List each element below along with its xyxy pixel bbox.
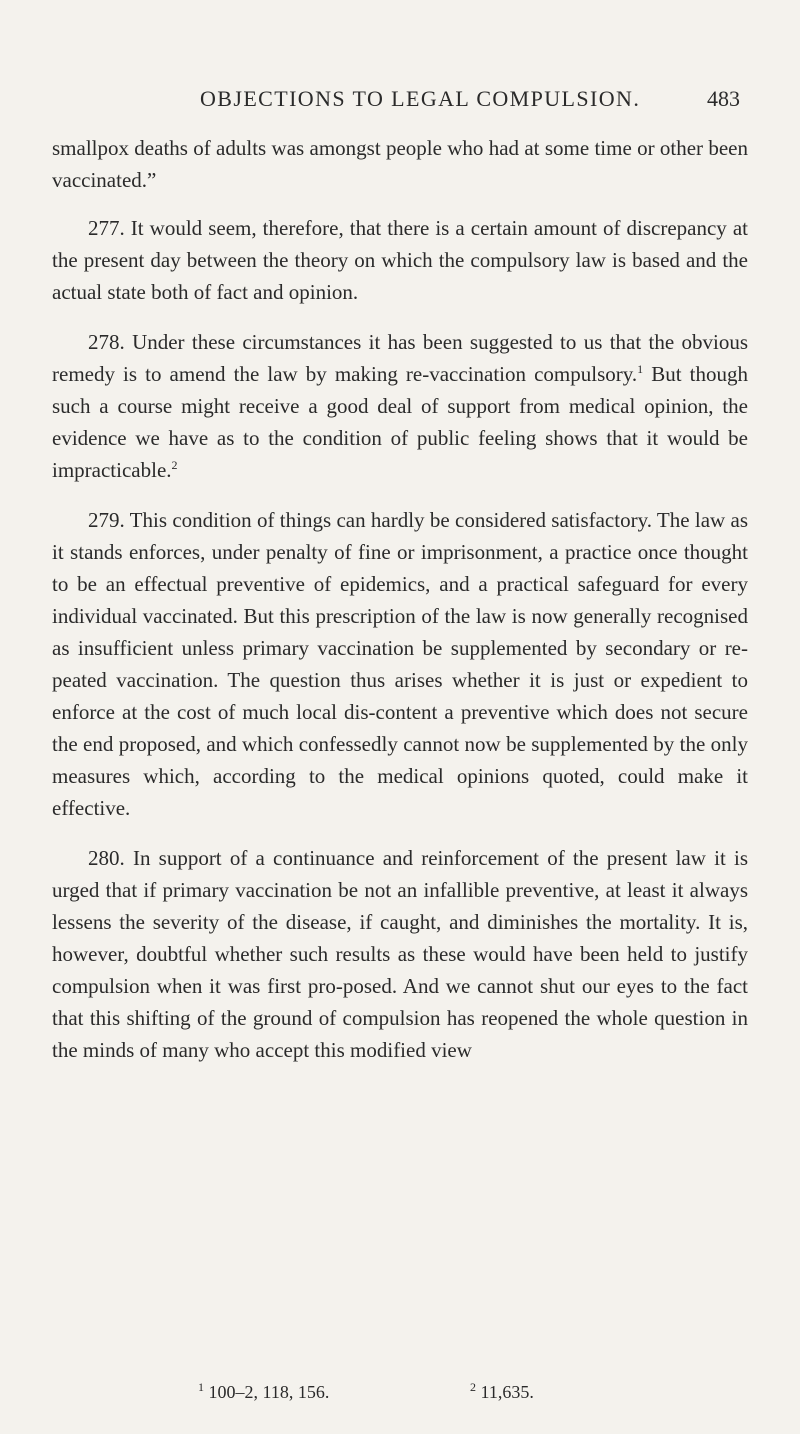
running-head — [200, 86, 740, 118]
footnote-1 — [198, 1382, 329, 1403]
paragraph-continued: smallpox deaths of adults was amongst people who had at some time or other been vaccinated.” — [52, 136, 748, 192]
paragraph-280: 280. In support of a continuance and reinforcement of the present law it is urged that if primary vaccination be not an infallible preventive, at least it always lessens the severity of the disease, if caught, and diminishes the mortality. It is, however, doubtful whether such results as these would have been held to justify compulsion when it was first pro-posed. And we cannot shut our eyes to the fact that this shifting of the ground of compulsion has reopened the whole question in the minds of many who accept this modified view — [52, 846, 748, 1062]
paragraph-278 — [52, 326, 748, 486]
running-title: OBJECTIONS TO LEGAL COMPULSION. — [200, 86, 641, 111]
footnote-1-mark: 1 — [198, 1380, 204, 1394]
footnote-1-text: 100–2, 118, 156. — [208, 1382, 330, 1402]
footnotes — [52, 1382, 748, 1412]
paragraph-279: 279. This condition of things can hardly be considered satisfactory. The law as it stands enforces, under penalty of fine or imprisonment, a practice once thought to be an effectual preventive of epidemics, and a practical safeguard for every individual vaccinated. But this prescription of the law is now generally recognised as insufficient unless primary vaccination be supplemented by secondary or re-peated vaccination. The question thus arises whether it is just or expedient to enforce at the cost of much local dis-content a preventive which does not secure the end proposed, and which confessedly cannot now be supplemented by the only measures which, according to the medical opinions quoted, could make it effective. — [52, 508, 748, 820]
footnote-2 — [470, 1382, 534, 1403]
paragraph-277: 277. It would seem, therefore, that there is a certain amount of discrepancy at the present day between the theory on which the compulsory law is based and the actual state both of fact and opinion. — [52, 216, 748, 304]
footnote-ref-1: 1 — [637, 362, 644, 376]
body-text — [52, 132, 748, 1066]
paragraph-278-part1: 278. Under these circumstances it has been suggested to us that the obvious remedy is to amend the law by making re-vaccination compulsory. — [52, 330, 748, 386]
footnote-2-text: 11,635. — [480, 1382, 534, 1402]
footnote-2-mark: 2 — [470, 1380, 476, 1394]
footnote-ref-2: 2 — [171, 458, 178, 472]
page-number: 483 — [707, 86, 740, 111]
paragraph-278-part2: But though such a course might receive a good deal of support from medical opinion, the evidence we have as to the condition of public feeling shows that it would be impracticable. — [52, 362, 748, 482]
